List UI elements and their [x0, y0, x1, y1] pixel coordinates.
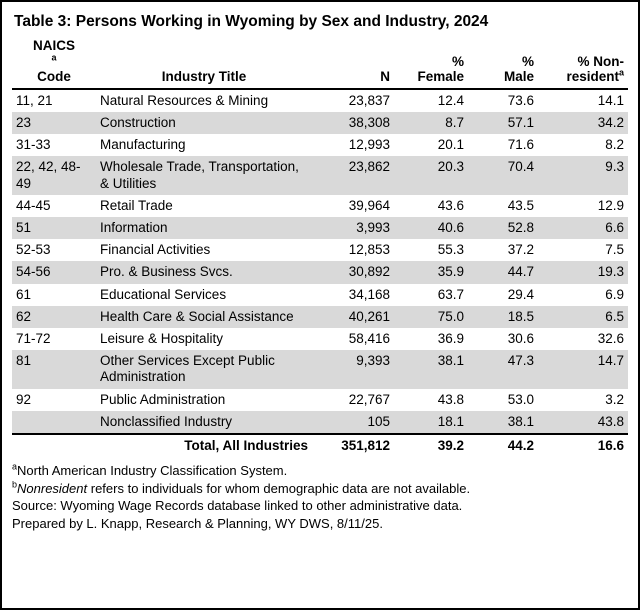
table-row	[12, 306, 628, 328]
cell-industry-title: Public Administration	[100, 391, 226, 407]
cell-percent-female: 55.3	[437, 242, 464, 258]
cell-n: 12,993	[348, 137, 390, 153]
footnote-a-marker: a	[12, 461, 18, 472]
cell-percent-nonresident: 6.9	[605, 286, 624, 302]
table-row	[12, 239, 628, 261]
cell-percent-male: 44.7	[468, 261, 538, 283]
cell-percent-female: 20.1	[437, 137, 464, 153]
cell-percent-nonresident: 6.5	[538, 306, 628, 328]
cell-n: 105	[312, 411, 394, 434]
cell-percent-male: 37.2	[507, 242, 534, 258]
industry-table	[12, 37, 628, 457]
cell-percent-male: 43.5	[507, 197, 534, 213]
prepared-by-note: Prepared by L. Knapp, Research & Planning, WY DWS, 8/11/25.	[12, 515, 383, 531]
page-title: Table 3: Persons Working in Wyoming by Sex and Industry, 2024	[14, 13, 489, 30]
table-row	[12, 217, 628, 239]
cell-naics-code: 51	[12, 217, 96, 239]
cell-percent-female: 8.7	[394, 112, 468, 134]
nonresident-suffix: resident	[566, 69, 619, 85]
cell-percent-male: 73.6	[507, 92, 534, 108]
cell-naics-code: 62	[12, 306, 96, 328]
cell-percent-male: 30.6	[507, 330, 534, 346]
table-total-row	[12, 434, 628, 457]
table-body	[12, 89, 628, 457]
cell-percent-male: 47.3	[468, 350, 538, 388]
column-header-naics-code	[12, 37, 96, 89]
column-header-percent-male	[468, 37, 538, 89]
cell-percent-nonresident: 43.8	[538, 411, 628, 434]
column-header-percent-nonresident	[538, 37, 628, 89]
cell-n: 23,862	[312, 156, 394, 194]
footnote-b-text: refers to individuals for whom demographic data are not available.	[87, 480, 471, 496]
cell-percent-nonresident: 34.2	[538, 112, 628, 134]
naics-footnote-marker: a	[51, 52, 57, 63]
cell-industry-title: Health Care & Social Assistance	[96, 306, 312, 328]
nonresident-line2	[542, 69, 624, 85]
cell-percent-female: 20.3	[394, 156, 468, 194]
cell-total-percent-female: 39.2	[394, 434, 468, 457]
table-row	[12, 261, 628, 283]
cell-percent-nonresident: 19.3	[538, 261, 628, 283]
cell-industry-title: Financial Activities	[100, 242, 211, 258]
footnote-b-term: Nonresident	[17, 480, 88, 496]
source-note: Source: Wyoming Wage Records database linked to other administrative data.	[12, 498, 463, 514]
cell-percent-male: 53.0	[507, 391, 534, 407]
cell-total-percent-nonresident: 16.6	[538, 434, 628, 457]
table-row	[12, 389, 628, 411]
cell-naics-code: 23	[12, 112, 96, 134]
cell-n: 39,964	[348, 197, 390, 213]
cell-percent-female: 38.1	[394, 350, 468, 388]
table-notes	[12, 462, 628, 532]
cell-percent-nonresident: 9.3	[538, 156, 628, 194]
cell-total-naics-code	[12, 434, 96, 457]
cell-percent-female: 63.7	[437, 286, 464, 302]
cell-industry-title: Other Services Except Public Administration	[96, 350, 312, 388]
cell-industry-title: Retail Trade	[100, 197, 173, 213]
table-row	[12, 195, 628, 217]
table-row	[12, 328, 628, 350]
cell-industry-title: Natural Resources & Mining	[100, 92, 269, 108]
nonresident-line1	[542, 54, 624, 70]
cell-percent-nonresident: 12.9	[597, 197, 624, 213]
footnote-b	[12, 480, 628, 498]
cell-percent-male: 52.8	[468, 217, 538, 239]
cell-percent-nonresident: 7.5	[605, 242, 624, 258]
cell-n: 9,393	[312, 350, 394, 388]
footnote-b-marker: b	[12, 479, 18, 490]
table-row	[12, 134, 628, 156]
cell-percent-male: 57.1	[468, 112, 538, 134]
footnote-a	[12, 462, 628, 480]
female-label: Female	[417, 69, 464, 85]
cell-industry-title: Construction	[96, 112, 312, 134]
cell-industry-title: Educational Services	[100, 286, 227, 302]
cell-percent-nonresident: 6.6	[538, 217, 628, 239]
cell-percent-female: 43.6	[437, 197, 464, 213]
cell-naics-code: 71-72	[16, 330, 51, 346]
cell-percent-female: 75.0	[394, 306, 468, 328]
column-header-industry-title: Industry Title	[96, 37, 312, 89]
cell-percent-female: 36.9	[437, 330, 464, 346]
cell-percent-nonresident: 3.2	[605, 391, 624, 407]
cell-n: 23,837	[348, 92, 390, 108]
table-row	[12, 284, 628, 306]
table-row	[12, 156, 628, 194]
cell-percent-female: 40.6	[394, 217, 468, 239]
column-header-n: N	[312, 37, 394, 89]
cell-naics-code: 61	[16, 286, 32, 302]
table-header	[12, 37, 628, 89]
cell-naics-code: 44-45	[16, 197, 51, 213]
cell-percent-female: 12.4	[437, 92, 464, 108]
cell-industry-title: Nonclassified Industry	[96, 411, 312, 434]
cell-industry-title: Information	[96, 217, 312, 239]
cell-percent-nonresident: 32.6	[597, 330, 624, 346]
cell-percent-male: 18.5	[468, 306, 538, 328]
nonresident-prefix: Non-	[593, 53, 624, 69]
table-row	[12, 112, 628, 134]
cell-percent-male: 70.4	[468, 156, 538, 194]
cell-naics-code: 11, 21	[16, 92, 53, 108]
cell-total-label: Total, All Industries	[96, 434, 312, 457]
cell-percent-male: 38.1	[468, 411, 538, 434]
cell-percent-nonresident: 8.2	[605, 137, 624, 153]
cell-industry-title: Pro. & Business Svcs.	[96, 261, 312, 283]
percent-symbol-female: %	[451, 53, 464, 69]
table-row	[12, 411, 628, 434]
percent-symbol-male: %	[521, 53, 534, 69]
cell-percent-nonresident: 14.7	[538, 350, 628, 388]
cell-percent-female: 18.1	[394, 411, 468, 434]
naics-label: NAICS	[32, 38, 75, 54]
footnote-a-text: North American Industry Classification System.	[17, 463, 288, 479]
code-label: Code	[37, 69, 71, 85]
cell-percent-nonresident: 14.1	[597, 92, 624, 108]
cell-n: 40,261	[312, 306, 394, 328]
cell-naics-code: 31-33	[16, 137, 51, 153]
cell-percent-male: 29.4	[507, 286, 534, 302]
cell-industry-title: Manufacturing	[100, 137, 186, 153]
cell-n: 3,993	[312, 217, 394, 239]
cell-naics-code: 54-56	[12, 261, 96, 283]
cell-n: 38,308	[312, 112, 394, 134]
cell-industry-title: Leisure & Hospitality	[100, 330, 224, 346]
cell-naics-code: 52-53	[16, 242, 51, 258]
column-header-percent-female	[394, 37, 468, 89]
cell-industry-title: Wholesale Trade, Transportation, & Utilities	[96, 156, 312, 194]
cell-n: 22,767	[348, 391, 390, 407]
cell-total-n: 351,812	[312, 434, 394, 457]
male-label: Male	[503, 69, 534, 85]
cell-naics-code: 22, 42, 48-49	[12, 156, 96, 194]
table-row	[12, 350, 628, 388]
cell-n: 12,853	[348, 242, 390, 258]
cell-percent-female: 43.8	[437, 391, 464, 407]
percent-symbol-nonresident: %	[577, 53, 590, 69]
cell-n: 30,892	[312, 261, 394, 283]
nonresident-footnote-marker: a	[618, 67, 624, 78]
cell-naics-code	[12, 411, 96, 434]
cell-n: 34,168	[348, 286, 390, 302]
cell-naics-code: 92	[16, 391, 32, 407]
cell-n: 58,416	[348, 330, 390, 346]
table-row	[12, 89, 628, 112]
cell-percent-male: 71.6	[507, 137, 534, 153]
cell-naics-code: 81	[12, 350, 96, 388]
cell-total-percent-male: 44.2	[468, 434, 538, 457]
cell-percent-female: 35.9	[394, 261, 468, 283]
